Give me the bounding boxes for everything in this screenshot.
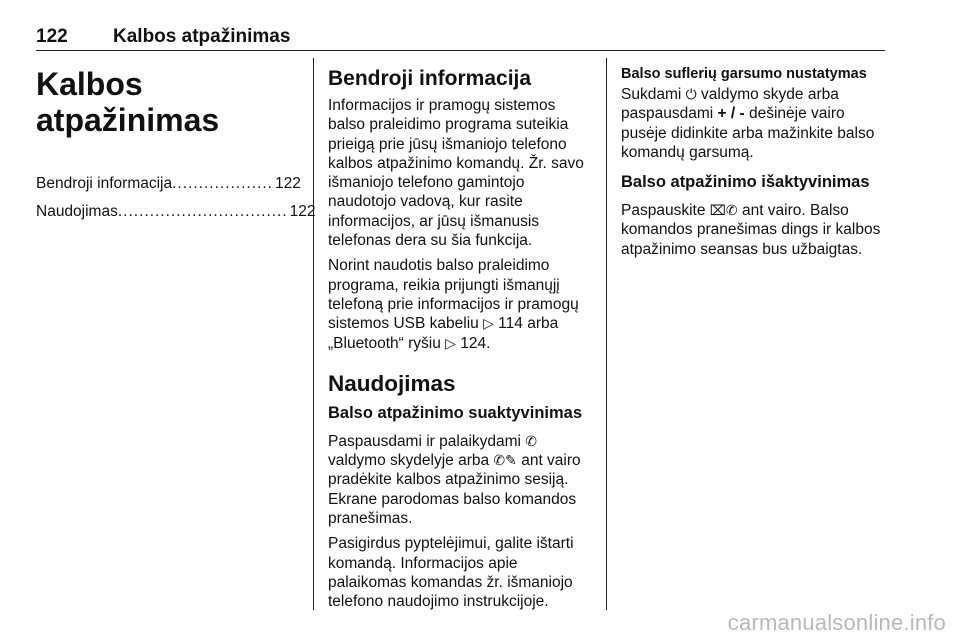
content-column-3 xyxy=(621,60,887,265)
toc-label: Bendroji informacija xyxy=(36,175,173,192)
subsection-heading: Balso atpažinimo išaktyvinimas xyxy=(621,173,870,192)
page-reference[interactable]: 114 xyxy=(498,315,523,333)
volume-keys: + / - xyxy=(717,105,745,123)
voice-button-icon: ✆ xyxy=(525,432,538,449)
section-heading: Naudojimas xyxy=(328,370,456,396)
toc-page: 122 xyxy=(289,203,316,220)
watermark: carmanualsonline.info xyxy=(727,610,946,635)
page-reference[interactable]: 124. xyxy=(460,334,491,352)
text-run: Paspauskite xyxy=(621,202,706,220)
text-run: dešinėje vairo pusėje didinkite arba mažinkite balso komandų garsumą. xyxy=(621,105,875,161)
toc-leader: ................................ xyxy=(117,203,288,220)
text-run: ant vairo. Balso komandos pranešimas dings ir kalbos atpažinimo seansas bus užbaigtas. xyxy=(621,202,881,258)
paragraph xyxy=(328,432,592,528)
toc-column xyxy=(36,60,316,230)
toc-page: 122 xyxy=(274,175,301,192)
column-divider xyxy=(313,58,314,610)
content-column-2 xyxy=(328,60,592,618)
subsection-heading: Balso atpažinimo suaktyvinimas xyxy=(328,403,583,422)
steering-voice-icon: ✆✎ xyxy=(493,452,517,469)
text-run: valdymo skydelyje arba xyxy=(328,452,490,470)
reference-arrow-icon: ▷ xyxy=(445,334,456,351)
page-header xyxy=(36,26,885,50)
paragraph: Informacijos ir pramogų sistemos balso praleidimo programa suteikia prieigą prie jūsų išmaniojo telefono kalbos atpažinimo komandų. Žr. savo išmaniojo telefono gamintojo naudotojo vadovą, kur rasite informacijos, ar jūsų išmanusis telefonas dera su šia funkcija. xyxy=(328,97,584,250)
reference-arrow-icon: ▷ xyxy=(483,315,494,332)
toc-entry[interactable] xyxy=(36,202,316,222)
paragraph xyxy=(328,256,592,352)
paragraph xyxy=(621,85,887,162)
page-number: 122 xyxy=(36,26,68,47)
toc-leader: ................... xyxy=(172,175,273,192)
toc-entry[interactable] xyxy=(36,174,301,194)
chapter-title: Kalbos atpažinimas xyxy=(36,66,220,138)
paragraph: Pasigirdus pyptelėjimui, galite ištarti komandą. Informacijos apie palaikomas komandas žr. išmaniojo telefono naudojimo instrukcijoje. xyxy=(328,535,574,611)
text-run: Norint naudotis balso praleidimo programa, reikia prijungti išmanųjį telefoną prie informacijos ir pramogų sistemos USB kabeliu xyxy=(328,257,579,333)
paragraph xyxy=(621,201,887,259)
text-run: valdymo skyde arba paspausdami xyxy=(621,86,839,123)
text-run: Sukdami xyxy=(621,86,682,103)
subsection-heading: Balso suflerių garsumo nustatymas xyxy=(621,66,867,82)
column-divider xyxy=(606,58,607,610)
text-run: ant vairo pradėkite kalbos atpažinimo sesiją. Ekrane parodomas balso komandos pranešimas. xyxy=(328,452,581,528)
header-divider xyxy=(36,50,885,51)
text-run: Paspausdami ir palaikydami xyxy=(328,432,521,450)
end-call-icon: ⌧✆ xyxy=(709,202,738,219)
text-run: arba „Bluetooth“ ryšiu xyxy=(328,315,559,352)
section-heading: Bendroji informacija xyxy=(328,67,532,90)
volume-knob-icon: ⏻ xyxy=(685,86,697,102)
running-title: Kalbos atpažinimas xyxy=(113,26,291,47)
toc-label: Naudojimas xyxy=(36,203,118,220)
